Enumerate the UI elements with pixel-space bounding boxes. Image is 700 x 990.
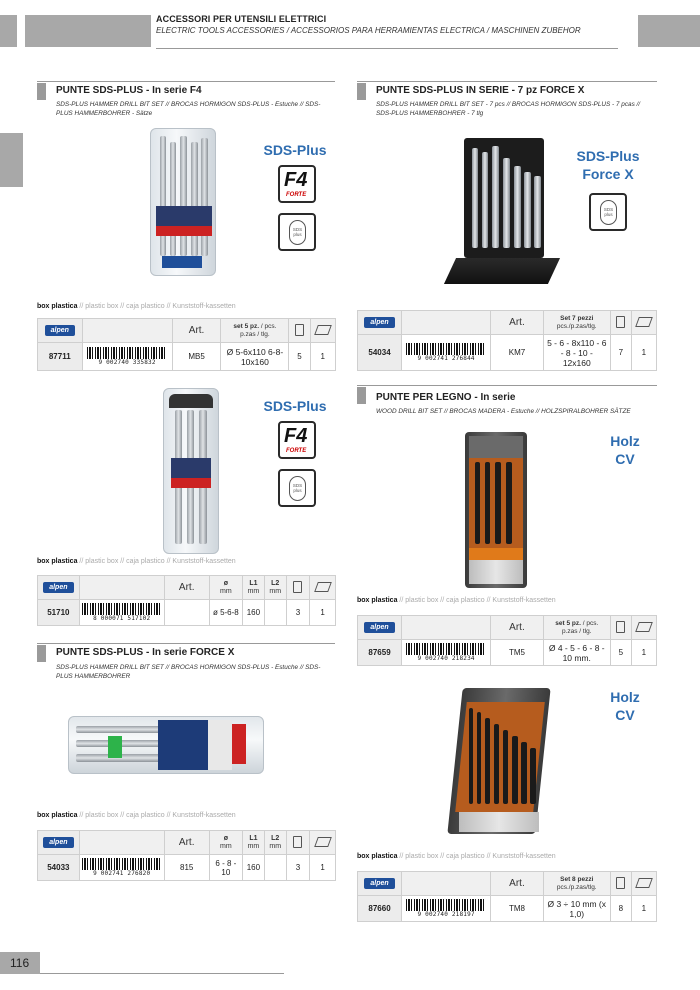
product-image-sds-forcex-7pcs: [450, 138, 555, 288]
product-image-sds-f4-3pcs: [163, 388, 223, 556]
col-set: set 5 pz. / pcs. p.zas / tlg.: [221, 319, 289, 343]
diameter-value: ø 5-6-8: [209, 600, 242, 626]
brand-sds-plus-force-x: SDS-Plus Force X: [576, 148, 640, 182]
art-value: 815: [164, 855, 209, 881]
pack-value: 1: [310, 855, 336, 881]
brand-holz-cv: Holz CV: [610, 433, 640, 467]
section-marker: [37, 83, 46, 100]
package-icon: [314, 837, 332, 847]
product-image-sds-f4-5pcs: [150, 128, 220, 278]
col-l1: L1 mm: [243, 576, 265, 600]
col-set: Set 7 pezzi pcs./p.zas/tlg.: [543, 311, 610, 335]
section-subtitle: SDS-PLUS HAMMER DRILL BIT SET // BROCAS HORMIGON SDS-PLUS - Estuche // SDS-PLUS HAMMERBOHRER - Sätze: [56, 101, 321, 117]
barcode: 9 002741 276844: [402, 335, 491, 371]
article-code: 87660: [358, 896, 402, 922]
section-divider: [357, 385, 657, 386]
col-set: set 5 pz. / pcs. p.zas / tlg.: [543, 616, 610, 640]
qty-value: 5: [610, 640, 631, 666]
l1-value: 160: [243, 855, 265, 881]
package-icon: [635, 878, 653, 888]
brand-holz-cv: Holz CV: [610, 689, 640, 723]
pack-value: 1: [310, 600, 336, 626]
footer-divider: [40, 973, 284, 974]
col-art: Art.: [491, 311, 543, 335]
section-divider: [357, 81, 657, 82]
product-image-wood-8pcs: [455, 688, 547, 838]
col-l2: L2 mm: [264, 831, 286, 855]
art-value: MB5: [172, 343, 221, 371]
product-table-87711: [37, 318, 336, 371]
product-image-wood-5pcs: [465, 432, 531, 592]
header-bar-right: [638, 15, 700, 47]
f4-logo-icon: F4 FORTE: [278, 421, 316, 459]
header-title: ACCESSORI PER UTENSILI ELETTRICI: [156, 14, 327, 24]
barcode: 9 002741 276820: [79, 855, 164, 881]
sds-plus-badge-icon: SDS plus: [278, 469, 316, 507]
side-tab: [0, 133, 23, 187]
box-label: box plastica // plastic box // caja plastico // Kunststoff-kassetten: [357, 853, 556, 860]
alpen-logo: alpen: [364, 622, 394, 633]
section-divider: [37, 643, 335, 644]
col-art: Art.: [164, 576, 209, 600]
brand-sds-plus: SDS-Plus: [263, 142, 327, 158]
art-value: TM8: [491, 896, 543, 922]
barcode: 9 002740 218197: [402, 896, 491, 922]
product-table-54034: [357, 310, 657, 371]
article-code: 54033: [38, 855, 80, 881]
unit-box-icon: [616, 877, 625, 889]
col-set: Set 8 pezzi pcs./p.zas/tlg.: [543, 872, 610, 896]
alpen-logo: alpen: [364, 317, 394, 328]
product-table-51710: [37, 575, 336, 626]
box-label: box plastica // plastic box // caja plastico // Kunststoff-kassetten: [37, 558, 236, 565]
section-title-sds-forcex: PUNTE SDS-PLUS - In serie FORCE X: [56, 647, 235, 658]
qty-value: 3: [286, 855, 310, 881]
spec-value: Ø 3 ÷ 10 mm (x 1,0): [543, 896, 610, 922]
l1-value: 160: [243, 600, 265, 626]
section-title-sds-7pz: PUNTE SDS-PLUS IN SERIE - 7 pz FORCE X: [376, 85, 585, 96]
alpen-logo: alpen: [43, 837, 73, 848]
product-image-sds-forcex-3pcs: [68, 716, 268, 776]
unit-box-icon: [293, 581, 302, 593]
col-diameter: ø mm: [209, 576, 242, 600]
pack-value: 1: [310, 343, 335, 371]
col-art: Art.: [164, 831, 209, 855]
section-marker: [357, 387, 366, 404]
col-art: Art.: [491, 616, 543, 640]
qty-value: 5: [289, 343, 310, 371]
col-art: Art.: [172, 319, 221, 343]
product-table-87659: [357, 615, 657, 666]
package-icon: [314, 325, 332, 335]
alpen-logo: alpen: [45, 325, 75, 336]
section-divider: [37, 81, 335, 82]
pack-value: 1: [631, 896, 656, 922]
section-title-wood: PUNTE PER LEGNO - In serie: [376, 392, 516, 403]
section-subtitle: SDS-PLUS HAMMER DRILL BIT SET - 7 pcs // BROCAS HORMIGON SDS-PLUS - 7 pcas // SDS-PLUS HAMMERBOHRER - 7 tlg: [376, 101, 641, 117]
spec-value: 5 - 6 - 8x110 - 6 - 8 - 10 - 12x160: [543, 335, 610, 371]
pack-value: 1: [631, 640, 656, 666]
article-code: 87711: [38, 343, 83, 371]
article-code: 54034: [358, 335, 402, 371]
alpen-logo: alpen: [43, 582, 73, 593]
unit-box-icon: [295, 324, 304, 336]
article-code: 51710: [38, 600, 80, 626]
qty-value: 7: [610, 335, 631, 371]
qty-value: 3: [286, 600, 310, 626]
spec-value: Ø 5-6x110 6-8-10x160: [221, 343, 289, 371]
section-subtitle: WOOD DRILL BIT SET // BROCAS MADERA - Estuche // HOLZSPIRALBOHRER SÄTZE: [376, 408, 631, 415]
spec-value: Ø 4 - 5 - 6 - 8 - 10 mm.: [543, 640, 610, 666]
package-icon: [635, 317, 653, 327]
header-bar-mid: [25, 15, 151, 47]
box-label: box plastica // plastic box // caja plastico // Kunststoff-kassetten: [37, 812, 236, 819]
f4-logo-icon: F4 FORTE: [278, 165, 316, 203]
col-l1: L1 mm: [243, 831, 265, 855]
product-table-87660: [357, 871, 657, 922]
page-number: 116: [10, 956, 30, 970]
brand-sds-plus: SDS-Plus: [263, 398, 327, 414]
art-value: TM5: [491, 640, 543, 666]
unit-box-icon: [616, 316, 625, 328]
section-marker: [357, 83, 366, 100]
article-code: 87659: [358, 640, 402, 666]
header-bar-left: [0, 15, 17, 47]
box-label: box plastica // plastic box // caja plastico // Kunststoff-kassetten: [37, 303, 236, 310]
header-subtitle: ELECTRIC TOOLS ACCESSORIES / ACCESSORIOS PARA HERRAMIENTAS ELECTRICA / MASCHINEN ZUBEHOR: [156, 26, 581, 35]
header-divider: [156, 48, 618, 49]
box-label: box plastica // plastic box // caja plastico // Kunststoff-kassetten: [357, 597, 556, 604]
package-icon: [314, 582, 332, 592]
unit-box-icon: [616, 621, 625, 633]
section-marker: [37, 645, 46, 662]
col-l2: L2 mm: [264, 576, 286, 600]
qty-value: 8: [610, 896, 631, 922]
section-title-sds-f4: PUNTE SDS-PLUS - In serie F4: [56, 85, 202, 96]
sds-plus-badge-icon: SDS plus: [278, 213, 316, 251]
barcode: 9 002740 335832: [82, 343, 172, 371]
art-value: KM7: [491, 335, 543, 371]
diameter-value: 6 - 8 - 10: [209, 855, 242, 881]
section-subtitle: SDS-PLUS HAMMER DRILL BIT SET // BROCAS HORMIGON SDS-PLUS - Estuche // SDS-PLUS HAMMERBOHRER: [56, 664, 321, 680]
alpen-logo: alpen: [364, 878, 394, 889]
pack-value: 1: [631, 335, 656, 371]
barcode: 8 000071 517102: [79, 600, 164, 626]
col-diameter: ø mm: [209, 831, 242, 855]
package-icon: [635, 622, 653, 632]
barcode: 9 002740 218234: [402, 640, 491, 666]
unit-box-icon: [293, 836, 302, 848]
product-table-54033: [37, 830, 336, 881]
col-art: Art.: [491, 872, 543, 896]
sds-plus-badge-icon: SDS plus: [589, 193, 627, 231]
